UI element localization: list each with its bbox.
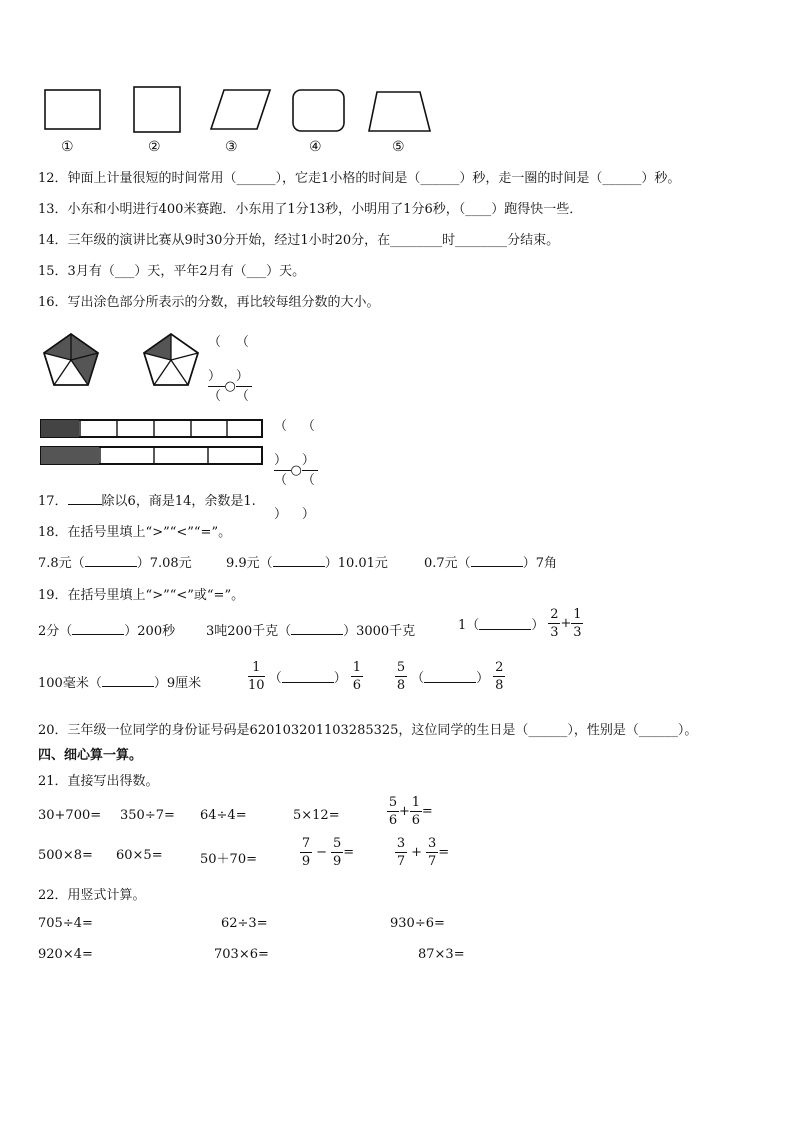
calc-item: 60×5=: [116, 848, 163, 863]
question-22-title: 22．用竖式计算。: [38, 888, 146, 903]
bar-figure-b: [40, 446, 264, 466]
answer-blank[interactable]: [102, 674, 154, 687]
calc-item-fraction: $\frac{7}{9}$ − $\frac{5}{9}$ =: [301, 836, 355, 869]
shape-label-4: ④: [309, 139, 322, 155]
compare-group-2: [274, 418, 318, 523]
q19-item-3: 1（ ） $\frac{2}{3}$ + $\frac{1}{3}$: [458, 607, 582, 640]
q19-item-1: 2分（ ）200秒: [38, 624, 176, 639]
question-21-title: 21．直接写出得数。: [38, 774, 159, 789]
fraction: $\frac{1}{6}$: [411, 795, 421, 828]
compare-circle-2: ○: [290, 463, 302, 478]
shape-label-1: ①: [61, 139, 74, 155]
fraction: $\frac{3}{7}$: [396, 836, 406, 869]
fraction-blank-1: （ ） （: [208, 334, 225, 439]
shape-square: [133, 86, 183, 134]
fraction: $\frac{3}{7}$: [428, 836, 437, 869]
shape-trapezoid: [368, 91, 432, 133]
fraction: $\frac{1}{6}$: [352, 660, 361, 693]
compare-circle-1: ○: [224, 379, 236, 394]
fraction: $\frac{2}{3}$: [550, 607, 559, 640]
fraction: $\frac{7}{9}$: [301, 836, 311, 869]
question-17: 17． 除以6，商是14，余数是1.: [38, 494, 256, 509]
fraction: $\frac{5}{9}$: [333, 836, 342, 869]
question-14: 14．三年级的演讲比赛从9时30分开始，经过1小时20分，在________时________分结束。: [38, 233, 560, 248]
q19-item-2: 3吨200千克（ ）3000千克: [206, 624, 416, 639]
q19-item-5: $\frac{1}{10}$ （ ） $\frac{1}{6}$: [248, 660, 361, 693]
shape-label-3: ③: [225, 139, 238, 155]
section-heading: 四、细心算一算。: [38, 748, 143, 763]
q18-item-3: 0.7元（ ）7角: [424, 556, 557, 571]
fraction: $\frac{2}{8}$: [495, 660, 504, 693]
calc-item: 350÷7=: [120, 808, 175, 823]
bar-figure-a: [40, 419, 264, 439]
question-15: 15．3月有（___）天，平年2月有（___）天。: [38, 264, 306, 279]
answer-blank[interactable]: [85, 554, 137, 567]
shape-rectangle: [44, 89, 102, 131]
calc-item: 920×4=: [38, 947, 93, 962]
q19-item-6: $\frac{5}{8}$ （ ） $\frac{2}{8}$: [396, 660, 504, 693]
calc-item: 500×8=: [38, 848, 93, 863]
answer-blank[interactable]: [273, 554, 325, 567]
calc-item: 64÷4=: [200, 808, 247, 823]
calc-item: 30+700=: [38, 808, 102, 823]
fraction-blank-2: （ ） （: [236, 334, 253, 439]
answer-blank[interactable]: [72, 622, 124, 635]
calc-item-fraction: $\frac{5}{6}$ + $\frac{1}{6}$ =: [388, 795, 433, 828]
calc-item: 703×6=: [214, 947, 269, 962]
fraction-blank-3: （ ） （ ）: [274, 418, 291, 523]
answer-blank[interactable]: [68, 492, 102, 505]
calc-item: 62÷3=: [221, 916, 268, 931]
fraction: $\frac{1}{10}$: [248, 660, 265, 693]
fraction: $\frac{1}{3}$: [573, 607, 582, 640]
calc-item: 87×3=: [418, 947, 465, 962]
calc-item: 50＋70=: [200, 852, 257, 867]
fraction: $\frac{5}{6}$: [388, 795, 398, 828]
pentagon-figure-a: [42, 332, 102, 388]
answer-blank[interactable]: [424, 670, 476, 683]
q18-item-1: 7.8元（ ）7.08元: [38, 556, 192, 571]
question-20: 20．三年级一位同学的身份证号码是620103201103285325，这位同学的生日是（______），性别是（______）。: [38, 723, 698, 738]
question-12: 12．钟面上计量很短的时间常用（______），它走1小格的时间是（______）秒，走一圈的时间是（______）秒。: [38, 171, 681, 186]
answer-blank[interactable]: [471, 554, 523, 567]
question-13: 13．小东和小明进行400米赛跑．小东用了1分13秒，小明用了1分6秒，（____）跑得快一些．: [38, 202, 583, 217]
pentagon-figure-b: [142, 332, 202, 388]
shape-parallelogram: [210, 89, 272, 131]
fraction: $\frac{5}{8}$: [396, 660, 406, 693]
calc-item: 930÷6=: [390, 916, 445, 931]
shape-label-2: ②: [148, 139, 161, 155]
q18-item-2: 9.9元（ ）10.01元: [226, 556, 388, 571]
answer-blank[interactable]: [291, 622, 343, 635]
calc-item: 5×12=: [293, 808, 340, 823]
answer-blank[interactable]: [479, 617, 531, 630]
shape-rounded-square: [292, 89, 346, 133]
calc-item-fraction: $\frac{3}{7}$ + $\frac{3}{7}$ =: [396, 836, 450, 869]
shape-label-5: ⑤: [392, 139, 405, 155]
question-19-title: 19．在括号里填上“>”“<”或“=”。: [38, 588, 245, 603]
answer-blank[interactable]: [282, 670, 334, 683]
q19-item-4: 100毫米（ ）9厘米: [38, 676, 202, 691]
question-16: 16．写出涂色部分所表示的分数，再比较每组分数的大小。: [38, 295, 380, 310]
question-18-title: 18．在括号里填上“>”“<”“=”。: [38, 525, 232, 540]
calc-item: 705÷4=: [38, 916, 93, 931]
fraction-blank-4: （ ） （ ）: [302, 418, 319, 523]
